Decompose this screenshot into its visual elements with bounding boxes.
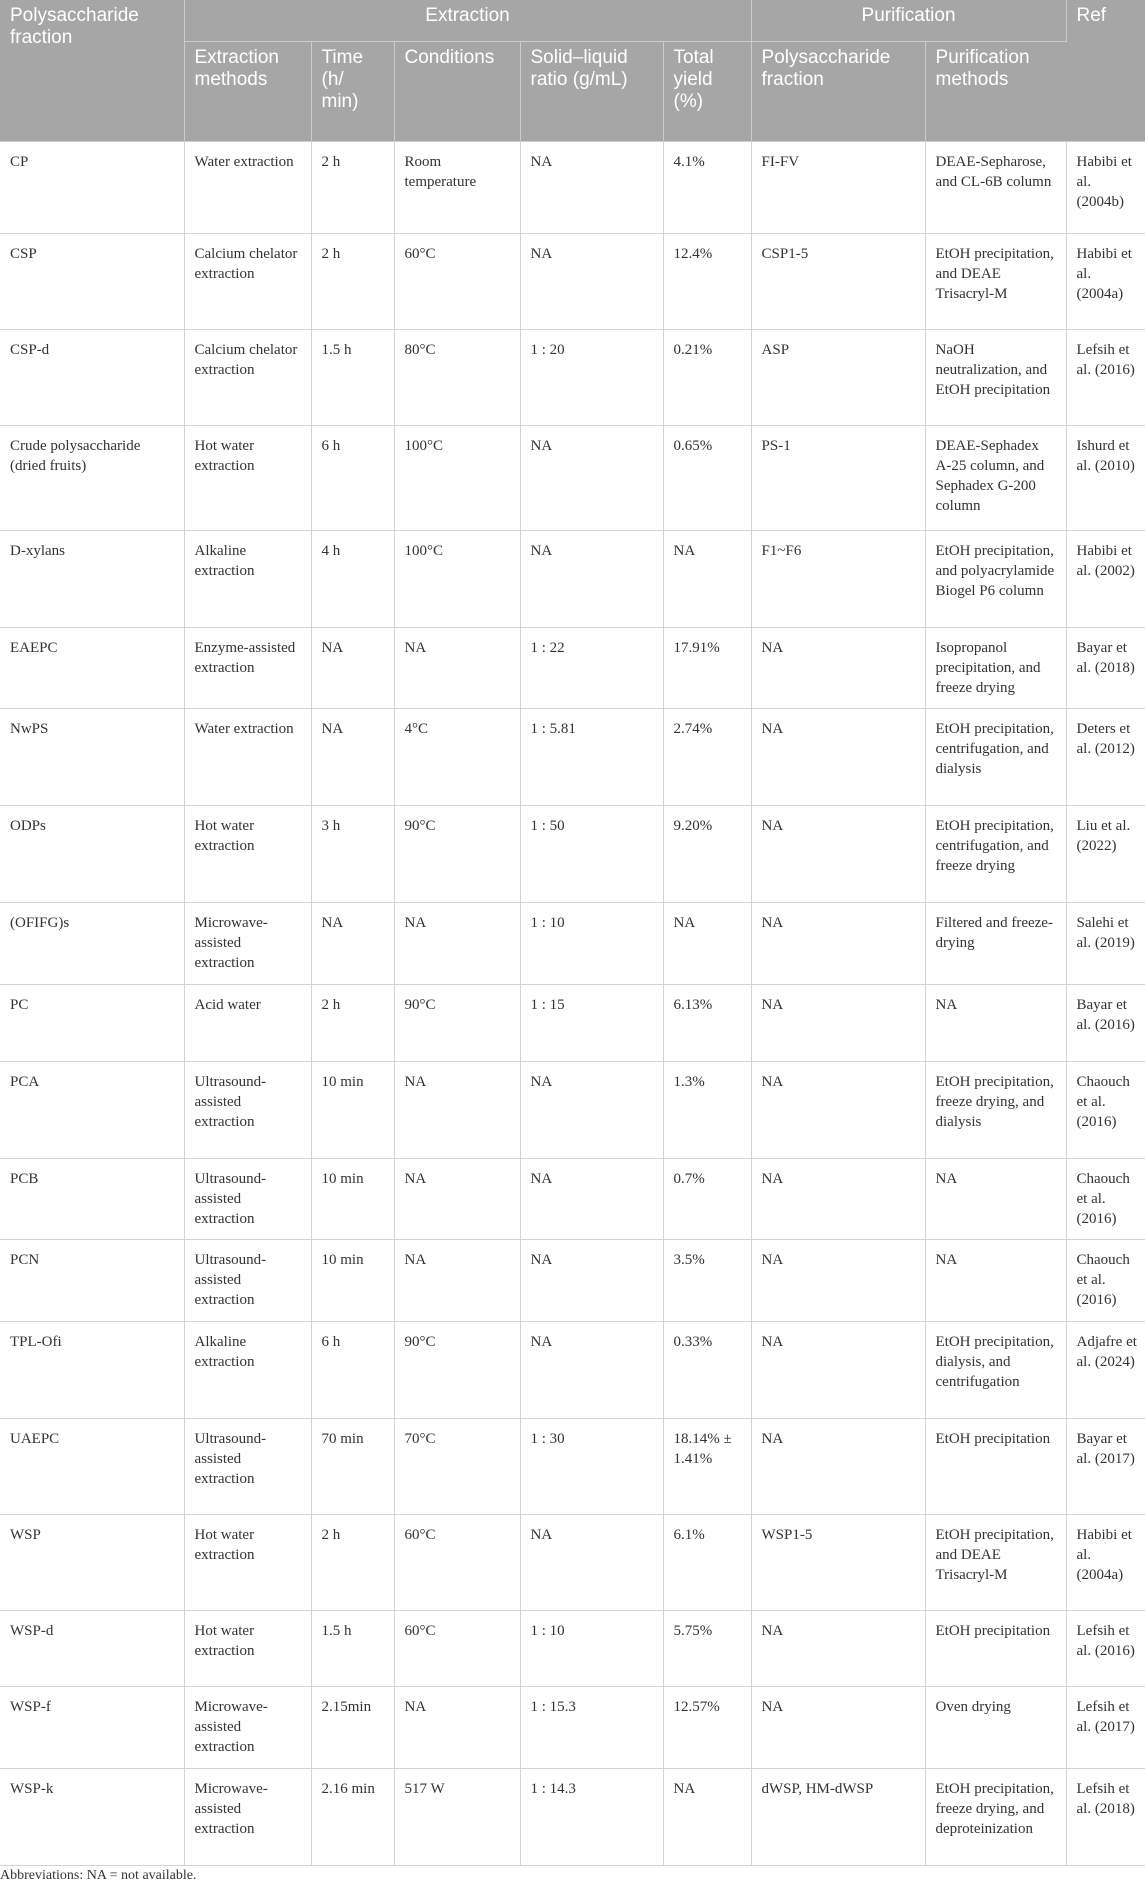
cell-conditions: NA	[394, 1158, 520, 1240]
cell-purification-method: NA	[925, 1158, 1066, 1240]
cell-purification-fraction: NA	[751, 1418, 925, 1514]
cell-purification-method: NaOH neutralization, and EtOH precipitation	[925, 330, 1066, 426]
header-polysaccharide-fraction: Polysaccharide fraction	[0, 0, 184, 141]
cell-time: 2.15min	[311, 1687, 394, 1769]
cell-extraction-method: Alkaline extraction	[184, 530, 311, 627]
cell-conditions: Room temperature	[394, 141, 520, 233]
cell-purification-fraction: NA	[751, 1322, 925, 1419]
cell-fraction: Crude polysaccharide (dried fruits)	[0, 426, 184, 531]
cell-extraction-method: Hot water extraction	[184, 1611, 311, 1687]
cell-time: 70 min	[311, 1418, 394, 1514]
cell-time: 2 h	[311, 141, 394, 233]
cell-total-yield: NA	[663, 530, 751, 627]
cell-time: 3 h	[311, 806, 394, 903]
cell-time: 10 min	[311, 1061, 394, 1158]
table-row	[0, 1611, 1145, 1687]
cell-time: 1.5 h	[311, 330, 394, 426]
cell-extraction-method: Microwave-assisted extraction	[184, 1687, 311, 1769]
header-ref: Ref	[1066, 0, 1145, 141]
cell-solid-liquid-ratio: NA	[520, 1158, 663, 1240]
cell-purification-fraction: dWSP, HM-dWSP	[751, 1769, 925, 1866]
cell-time: 2.16 min	[311, 1769, 394, 1866]
cell-extraction-method: Calcium chelator extraction	[184, 233, 311, 330]
table-row	[0, 233, 1145, 330]
cell-ref: Ishurd et al. (2010)	[1066, 426, 1145, 531]
cell-conditions: NA	[394, 1061, 520, 1158]
cell-conditions: 70°C	[394, 1418, 520, 1514]
cell-purification-method: NA	[925, 1240, 1066, 1322]
cell-purification-method: EtOH precipitation	[925, 1418, 1066, 1514]
cell-conditions: 80°C	[394, 330, 520, 426]
cell-conditions: 60°C	[394, 233, 520, 330]
cell-solid-liquid-ratio: 1 : 10	[520, 1611, 663, 1687]
cell-purification-fraction: NA	[751, 1240, 925, 1322]
table-row	[0, 141, 1145, 233]
cell-ref: Adjafre et al. (2024)	[1066, 1322, 1145, 1419]
header-extraction-methods: Extraction methods	[184, 41, 311, 141]
cell-purification-fraction: NA	[751, 1158, 925, 1240]
cell-fraction: ODPs	[0, 806, 184, 903]
cell-fraction: WSP-k	[0, 1769, 184, 1866]
cell-solid-liquid-ratio: 1 : 14.3	[520, 1769, 663, 1866]
table-row	[0, 1687, 1145, 1769]
cell-fraction: PCN	[0, 1240, 184, 1322]
cell-fraction: NwPS	[0, 709, 184, 806]
cell-time: 2 h	[311, 984, 394, 1061]
cell-time: 2 h	[311, 1514, 394, 1611]
cell-purification-fraction: NA	[751, 1687, 925, 1769]
cell-purification-fraction: NA	[751, 902, 925, 984]
cell-solid-liquid-ratio: NA	[520, 1061, 663, 1158]
cell-conditions: 60°C	[394, 1514, 520, 1611]
table-row	[0, 1769, 1145, 1866]
cell-total-yield: 17.91%	[663, 627, 751, 709]
cell-total-yield: 3.5%	[663, 1240, 751, 1322]
cell-purification-method: EtOH precipitation, and polyacrylamide Biogel P6 column	[925, 530, 1066, 627]
cell-fraction: CSP	[0, 233, 184, 330]
header-conditions: Conditions	[394, 41, 520, 141]
cell-ref: Habibi et al. (2004a)	[1066, 233, 1145, 330]
cell-fraction: UAEPC	[0, 1418, 184, 1514]
cell-extraction-method: Ultrasound-assisted extraction	[184, 1418, 311, 1514]
cell-time: 1.5 h	[311, 1611, 394, 1687]
header-purification-methods: Purification methods	[925, 41, 1066, 141]
cell-extraction-method: Water extraction	[184, 709, 311, 806]
cell-extraction-method: Ultrasound-assisted extraction	[184, 1158, 311, 1240]
cell-purification-method: Oven drying	[925, 1687, 1066, 1769]
cell-purification-method: EtOH precipitation, centrifugation, and freeze drying	[925, 806, 1066, 903]
table-row	[0, 426, 1145, 531]
cell-ref: Deters et al. (2012)	[1066, 709, 1145, 806]
cell-extraction-method: Alkaline extraction	[184, 1322, 311, 1419]
cell-solid-liquid-ratio: 1 : 15	[520, 984, 663, 1061]
cell-ref: Habibi et al. (2004b)	[1066, 141, 1145, 233]
table-row	[0, 709, 1145, 806]
cell-solid-liquid-ratio: 1 : 20	[520, 330, 663, 426]
cell-extraction-method: Microwave-assisted extraction	[184, 902, 311, 984]
cell-purification-fraction: NA	[751, 627, 925, 709]
cell-ref: Lefsih et al. (2018)	[1066, 1769, 1145, 1866]
cell-purification-method: EtOH precipitation, freeze drying, and deproteinization	[925, 1769, 1066, 1866]
cell-conditions: 517 W	[394, 1769, 520, 1866]
cell-total-yield: 12.57%	[663, 1687, 751, 1769]
cell-total-yield: 18.14% ± 1.41%	[663, 1418, 751, 1514]
cell-ref: Lefsih et al. (2017)	[1066, 1687, 1145, 1769]
cell-extraction-method: Hot water extraction	[184, 1514, 311, 1611]
cell-extraction-method: Hot water extraction	[184, 426, 311, 531]
cell-time: 6 h	[311, 1322, 394, 1419]
cell-ref: Chaouch et al. (2016)	[1066, 1061, 1145, 1158]
cell-purification-method: EtOH precipitation	[925, 1611, 1066, 1687]
cell-purification-method: NA	[925, 984, 1066, 1061]
cell-total-yield: 4.1%	[663, 141, 751, 233]
table-body	[0, 141, 1145, 1866]
cell-purification-method: Filtered and freeze-drying	[925, 902, 1066, 984]
cell-total-yield: NA	[663, 902, 751, 984]
table-row	[0, 1158, 1145, 1240]
table-row	[0, 530, 1145, 627]
cell-ref: Bayar et al. (2017)	[1066, 1418, 1145, 1514]
cell-time: NA	[311, 627, 394, 709]
table-row	[0, 627, 1145, 709]
cell-ref: Lefsih et al. (2016)	[1066, 1611, 1145, 1687]
cell-solid-liquid-ratio: 1 : 5.81	[520, 709, 663, 806]
cell-total-yield: 9.20%	[663, 806, 751, 903]
cell-fraction: WSP-d	[0, 1611, 184, 1687]
cell-purification-fraction: F1~F6	[751, 530, 925, 627]
cell-total-yield: 0.21%	[663, 330, 751, 426]
cell-conditions: 100°C	[394, 426, 520, 531]
cell-purification-method: Isopropanol precipitation, and freeze drying	[925, 627, 1066, 709]
cell-purification-fraction: WSP1-5	[751, 1514, 925, 1611]
cell-purification-method: EtOH precipitation, and DEAE Trisacryl-M	[925, 1514, 1066, 1611]
cell-ref: Habibi et al. (2002)	[1066, 530, 1145, 627]
cell-ref: Bayar et al. (2018)	[1066, 627, 1145, 709]
cell-extraction-method: Acid water	[184, 984, 311, 1061]
cell-ref: Salehi et al. (2019)	[1066, 902, 1145, 984]
cell-conditions: 4°C	[394, 709, 520, 806]
table-row	[0, 1061, 1145, 1158]
cell-extraction-method: Calcium chelator extraction	[184, 330, 311, 426]
header-time: Time (h/ min)	[311, 41, 394, 141]
cell-total-yield: 5.75%	[663, 1611, 751, 1687]
table-row	[0, 330, 1145, 426]
cell-ref: Liu et al. (2022)	[1066, 806, 1145, 903]
cell-fraction: PCB	[0, 1158, 184, 1240]
cell-purification-method: DEAE-Sephadex A-25 column, and Sephadex G-200 column	[925, 426, 1066, 531]
cell-purification-method: EtOH precipitation, centrifugation, and dialysis	[925, 709, 1066, 806]
cell-purification-method: EtOH precipitation, freeze drying, and dialysis	[925, 1061, 1066, 1158]
cell-solid-liquid-ratio: NA	[520, 426, 663, 531]
cell-purification-fraction: NA	[751, 1611, 925, 1687]
cell-conditions: 60°C	[394, 1611, 520, 1687]
cell-extraction-method: Hot water extraction	[184, 806, 311, 903]
cell-conditions: NA	[394, 1687, 520, 1769]
cell-time: NA	[311, 709, 394, 806]
cell-ref: Bayar et al. (2016)	[1066, 984, 1145, 1061]
cell-solid-liquid-ratio: 1 : 15.3	[520, 1687, 663, 1769]
header-solid-liquid-ratio: Solid–liquid ratio (g/mL)	[520, 41, 663, 141]
cell-total-yield: 12.4%	[663, 233, 751, 330]
header-purification-fraction: Polysaccharide fraction	[751, 41, 925, 141]
cell-time: 2 h	[311, 233, 394, 330]
cell-conditions: NA	[394, 627, 520, 709]
cell-total-yield: 6.1%	[663, 1514, 751, 1611]
cell-conditions: 90°C	[394, 984, 520, 1061]
cell-purification-fraction: FI-FV	[751, 141, 925, 233]
cell-time: 10 min	[311, 1240, 394, 1322]
cell-fraction: TPL-Ofi	[0, 1322, 184, 1419]
cell-total-yield: 2.74%	[663, 709, 751, 806]
cell-time: 4 h	[311, 530, 394, 627]
cell-conditions: NA	[394, 902, 520, 984]
cell-extraction-method: Microwave-assisted extraction	[184, 1769, 311, 1866]
table-row	[0, 806, 1145, 903]
cell-solid-liquid-ratio: NA	[520, 530, 663, 627]
header-purification: Purification	[751, 0, 1066, 41]
cell-fraction: CP	[0, 141, 184, 233]
cell-extraction-method: Ultrasound-assisted extraction	[184, 1061, 311, 1158]
cell-extraction-method: Ultrasound-assisted extraction	[184, 1240, 311, 1322]
cell-conditions: NA	[394, 1240, 520, 1322]
cell-purification-fraction: NA	[751, 1061, 925, 1158]
cell-total-yield: NA	[663, 1769, 751, 1866]
cell-solid-liquid-ratio: NA	[520, 1240, 663, 1322]
header-extraction: Extraction	[184, 0, 751, 41]
table-header	[0, 0, 1145, 141]
cell-fraction: WSP	[0, 1514, 184, 1611]
cell-fraction: CSP-d	[0, 330, 184, 426]
cell-fraction: WSP-f	[0, 1687, 184, 1769]
cell-extraction-method: Enzyme-assisted extraction	[184, 627, 311, 709]
table-row	[0, 1418, 1145, 1514]
cell-conditions: 90°C	[394, 1322, 520, 1419]
cell-time: 6 h	[311, 426, 394, 531]
footnote: Abbreviations: NA = not available.	[0, 1868, 197, 1883]
cell-time: NA	[311, 902, 394, 984]
cell-purification-method: DEAE-Sepharose, and CL-6B column	[925, 141, 1066, 233]
cell-solid-liquid-ratio: NA	[520, 141, 663, 233]
cell-conditions: 90°C	[394, 806, 520, 903]
cell-fraction: EAEPC	[0, 627, 184, 709]
cell-total-yield: 0.7%	[663, 1158, 751, 1240]
cell-purification-fraction: NA	[751, 709, 925, 806]
cell-conditions: 100°C	[394, 530, 520, 627]
cell-total-yield: 0.33%	[663, 1322, 751, 1419]
cell-fraction: PC	[0, 984, 184, 1061]
cell-total-yield: 0.65%	[663, 426, 751, 531]
cell-fraction: PCA	[0, 1061, 184, 1158]
cell-ref: Chaouch et al. (2016)	[1066, 1158, 1145, 1240]
cell-extraction-method: Water extraction	[184, 141, 311, 233]
cell-solid-liquid-ratio: 1 : 22	[520, 627, 663, 709]
cell-purification-fraction: NA	[751, 984, 925, 1061]
cell-purification-fraction: PS-1	[751, 426, 925, 531]
cell-purification-fraction: CSP1-5	[751, 233, 925, 330]
cell-solid-liquid-ratio: NA	[520, 233, 663, 330]
cell-purification-method: EtOH precipitation, dialysis, and centrifugation	[925, 1322, 1066, 1419]
cell-ref: Chaouch et al. (2016)	[1066, 1240, 1145, 1322]
table-row	[0, 902, 1145, 984]
cell-fraction: (OFIFG)s	[0, 902, 184, 984]
cell-solid-liquid-ratio: 1 : 50	[520, 806, 663, 903]
header-total-yield: Total yield (%)	[663, 41, 751, 141]
cell-solid-liquid-ratio: NA	[520, 1514, 663, 1611]
table-row	[0, 984, 1145, 1061]
cell-ref: Habibi et al. (2004a)	[1066, 1514, 1145, 1611]
cell-solid-liquid-ratio: 1 : 30	[520, 1418, 663, 1514]
cell-total-yield: 1.3%	[663, 1061, 751, 1158]
cell-time: 10 min	[311, 1158, 394, 1240]
cell-fraction: D-xylans	[0, 530, 184, 627]
table-row	[0, 1514, 1145, 1611]
cell-ref: Lefsih et al. (2016)	[1066, 330, 1145, 426]
table-row	[0, 1322, 1145, 1419]
cell-solid-liquid-ratio: 1 : 10	[520, 902, 663, 984]
table-row	[0, 1240, 1145, 1322]
cell-total-yield: 6.13%	[663, 984, 751, 1061]
cell-purification-fraction: NA	[751, 806, 925, 903]
cell-purification-method: EtOH precipitation, and DEAE Trisacryl-M	[925, 233, 1066, 330]
cell-purification-fraction: ASP	[751, 330, 925, 426]
cell-solid-liquid-ratio: NA	[520, 1322, 663, 1419]
